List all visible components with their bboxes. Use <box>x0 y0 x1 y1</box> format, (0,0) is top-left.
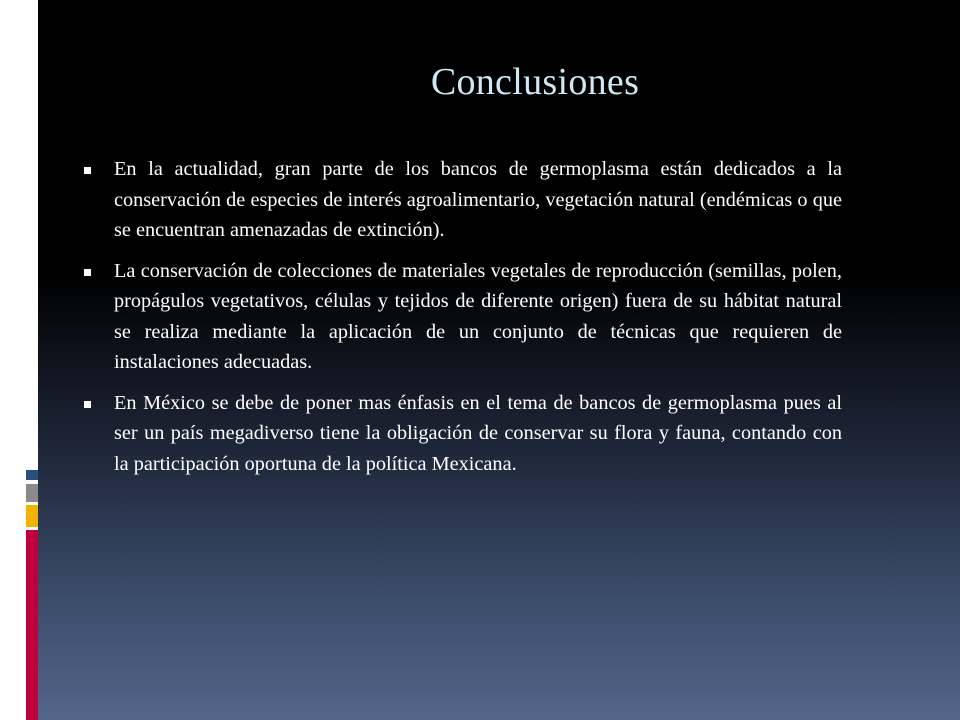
accent-bar-navy <box>26 470 38 480</box>
bullet-text: En México se debe de poner mas énfasis en el tema de bancos de germoplasma pues al ser un país megadiverso tiene la obligación de conservar su flora y fauna, contando con la participación oportuna de la política Mexicana. <box>114 391 842 475</box>
square-bullet-icon <box>84 167 91 174</box>
square-bullet-icon <box>84 269 91 276</box>
bullet-text: En la actualidad, gran parte de los bancos de germoplasma están dedicados a la conservación de especies de interés agroalimentario, vegetación natural (endémicas o que se encuentran amenazadas de extinción). <box>114 158 842 241</box>
bullet-list <box>76 154 842 489</box>
bullet-text: La conservación de colecciones de materiales vegetales de reproducción (semillas, polen, propágulos vegetativos, células y tejidos de diferente origen) fuera de su hábitat natural se realiza mediante la aplicación de un conjunto de técnicas que requieren de instalaciones adecuadas. <box>114 259 842 373</box>
bullet-item <box>76 154 842 246</box>
accent-bar-yellow <box>26 505 38 527</box>
slide-title: Conclusiones <box>430 61 640 103</box>
accent-bar-crimson <box>26 530 38 720</box>
bullet-item <box>76 388 842 480</box>
bullet-item <box>76 256 842 378</box>
accent-bar-grey <box>26 484 38 502</box>
square-bullet-icon <box>84 401 91 408</box>
